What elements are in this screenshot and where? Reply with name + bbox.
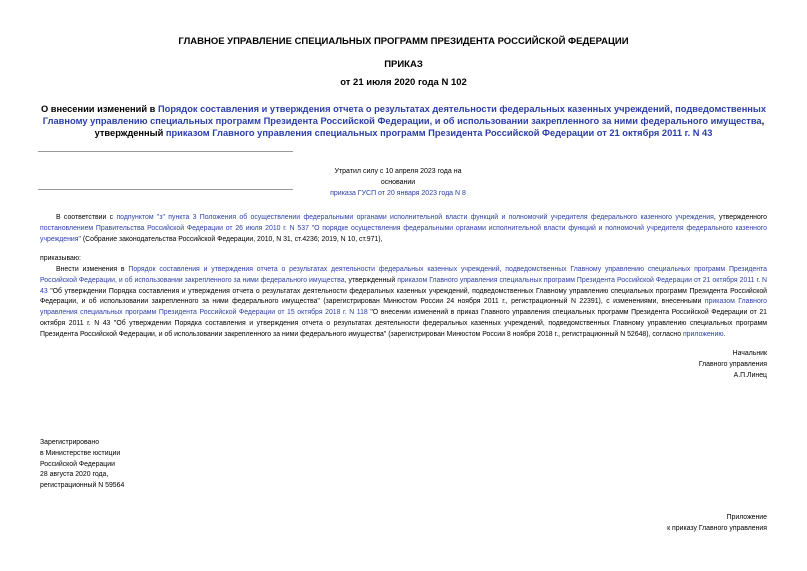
p2-link-order-118[interactable]: приказом Главного управления специальных программ Президента Российской Федерации от 15 октября 2018 г. N 118 xyxy=(40,298,767,317)
title-link-procedure[interactable]: Порядок составления и утверждения отчета о результатах деятельности федеральных казенных учреждений, подведомственных Главному управлению специальных программ Президента Российской Федерации, и об использовании закрепленного за ними федерального имущества xyxy=(42,104,767,126)
p2-link-appendix[interactable]: приложению xyxy=(682,330,724,338)
title-text-2: , утвержденный xyxy=(94,116,765,138)
doc-type: ПРИКАЗ xyxy=(384,59,423,70)
signature-title: Начальник xyxy=(732,350,767,357)
signature-dept: Главного управления xyxy=(698,360,767,368)
divider-bottom xyxy=(38,189,293,190)
p2-text-1: Внести изменения в xyxy=(56,266,129,273)
title-link-order[interactable]: приказом Главного управления специальных программ Президента Российской Федерации от 21 октября 2011 г. N 43 xyxy=(165,128,713,138)
lost-force-text: Утратил силу с 10 апреля 2023 года на основании xyxy=(334,168,462,186)
appendix-ref: к приказу Главного управления xyxy=(667,524,767,532)
signature-block xyxy=(699,349,767,381)
signature-name: А.П.Линец xyxy=(733,371,767,379)
p2-text-2: , утвержденный xyxy=(344,276,398,284)
p1-text-4: (Собрание законодательства Российской Федерации, 2010, N 31, ст.4236; 2019, N 10, ст.971), xyxy=(80,235,383,243)
orders-word: приказываю: xyxy=(40,255,81,262)
p2-link-order-43[interactable]: приказом Главного управления специальных программ Президента Российской Федерации от 21 октября 2011 г. N 43 xyxy=(40,276,768,295)
p2-text-4: "О внесении изменений в приказ Главного управления специальных программ Президента Российской Федерации от 21 октября 2011 г. N 43 "Об утверждении Порядка составления и утверждения отчета о результатах деятельности федеральных казенных учреждений, подведомственных Главному управлению специальных программ Президента Российской Федерации, и об использовании закрепленного за ними федерального имущества" (зарегистрирован Минюстом России 8 ноября 2018 г., регистрационный N 52648), согласно xyxy=(40,309,768,338)
p1-text-2: , утвержденного xyxy=(713,214,768,221)
registration-block xyxy=(40,438,124,492)
appendix-label: Приложение xyxy=(726,514,767,521)
p1-link-subclause[interactable]: подпунктом "з" пункта 3 Положения об осуществлении федеральными органами исполнительной власти функций и полномочий учредителя федерального казенного учреждения xyxy=(116,214,714,221)
reg-line-2: в Министерстве юстиции xyxy=(40,449,121,457)
reg-line-1: Зарегистрировано xyxy=(40,439,100,446)
p1-link-decree[interactable]: постановлением Правительства Российской Федерации от 26 июля 2010 г. N 537 xyxy=(40,224,309,232)
doc-date-number: от 21 июля 2020 года N 102 xyxy=(340,77,467,88)
lost-force-link[interactable]: приказа ГУСП от 20 января 2023 года N 8 xyxy=(330,190,466,197)
p2-link-procedure[interactable]: Порядок составления и утверждения отчета о результатах деятельности федеральных казенных учреждений, подведомственных Главному управлению специальных программ Президента Российской Федерации, и об использовании закрепленного за ними федерального имущества xyxy=(40,266,767,284)
divider-top xyxy=(38,151,293,152)
lost-force-note xyxy=(318,166,478,199)
org-header: ГЛАВНОЕ УПРАВЛЕНИЕ СПЕЦИАЛЬНЫХ ПРОГРАММ ПРЕЗИДЕНТА РОССИЙСКОЙ ФЕДЕРАЦИИ xyxy=(178,36,629,47)
appendix-header xyxy=(667,513,767,535)
reg-line-5: регистрационный N 59564 xyxy=(40,482,125,490)
reg-line-3: Российской Федерации xyxy=(40,460,115,468)
p1-text-1: В соответствии с xyxy=(56,214,117,221)
reg-line-4: 28 августа 2020 года, xyxy=(40,471,109,479)
document-title xyxy=(40,103,767,139)
p2-text-3: "Об утверждении Порядка составления и утверждения отчета о результатах деятельности федеральных казенных учреждений, подведомственных Главному управлению специальных программ Президента Российской Федерации, и об использовании закрепленного за ними федерального имущества" (зарегистрирован Минюстом России 24 ноября 2011 г., регистрационный N 22391), с изменениями, внесенными xyxy=(40,287,767,306)
preamble-paragraph xyxy=(40,213,767,245)
p1-link-decree-title[interactable]: "О порядке осуществления федеральными органами исполнительной власти функций и полномочий учредителя федерального казенного учреждения" xyxy=(40,224,767,243)
title-text-1: О внесении изменений в xyxy=(40,104,158,114)
main-paragraph xyxy=(40,265,767,341)
p2-text-5: . xyxy=(723,330,726,338)
